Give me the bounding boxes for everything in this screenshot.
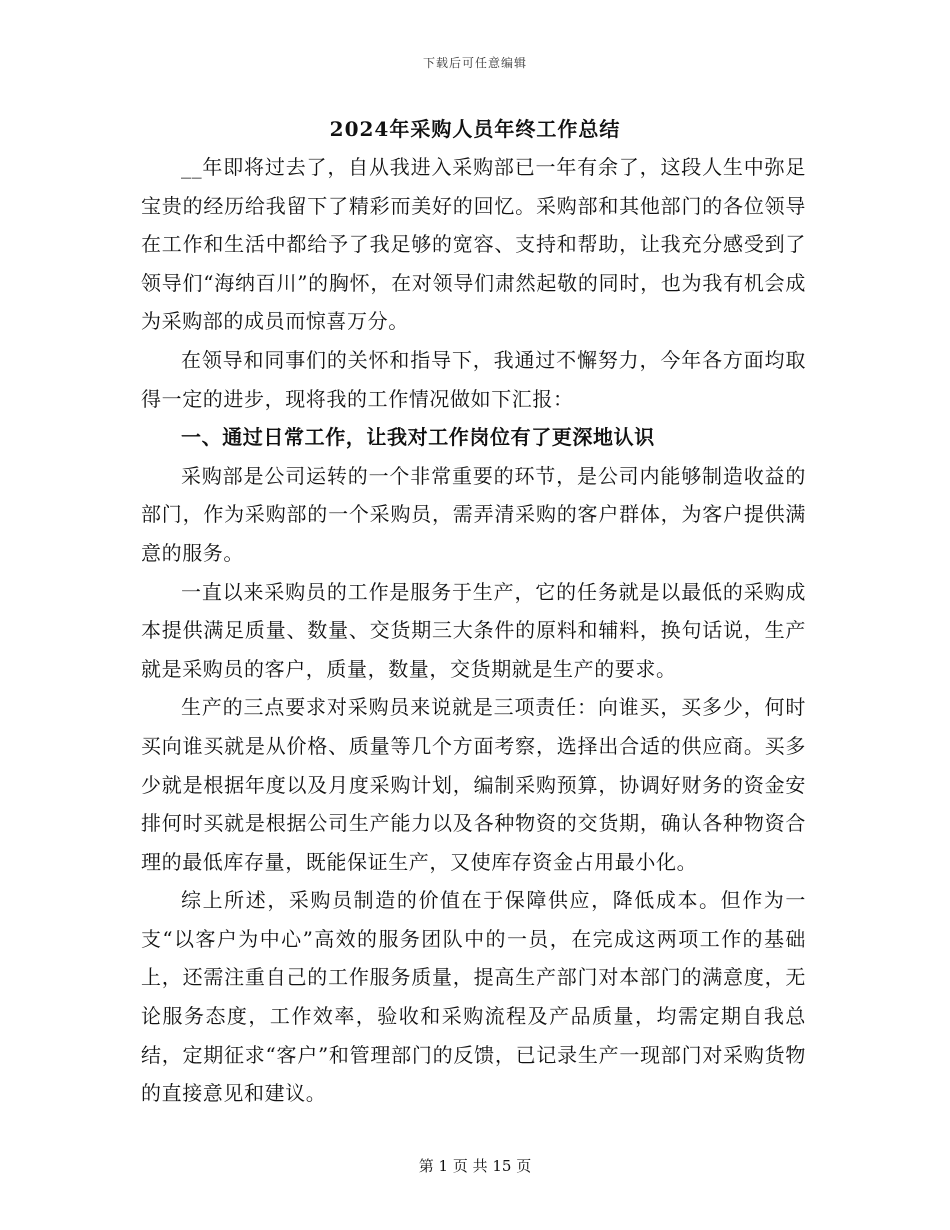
paragraph-department-role: 采购部是公司运转的一个非常重要的环节，是公司内能够制造收益的部门，作为采购部的一个采购员，需弄清采购的客户群体，为客户提供满意的服务。 bbox=[141, 463, 806, 565]
page-number: 第 1 页 共 15 页 bbox=[418, 1157, 532, 1175]
download-note: 下载后可任意编辑 bbox=[422, 56, 527, 70]
paragraph-three-duties: 生产的三点要求对采购员来说就是三项责任：向谁买，买多少，何时买向谁买就是从价格、质量等几个方面考察，选择出合适的供应商。买多少就是根据年度以及月度采购计划，编制采购预算，协调好财务的资金安排何时买就是根据公司生产能力以及各种物资的交货期，确认各种物资合理的最低库存量，既能保证生产，又使库存资金占用最小化。 bbox=[141, 695, 806, 874]
paragraph-intro: __年即将过去了，自从我进入采购部已一年有余了，这段人生中弥足宝贵的经历给我留下了精彩而美好的回忆。采购部和其他部门的各位领导在工作和生活中都给予了我足够的宽容、支持和帮助，让我充分感受到了领导们“海纳百川”的胸怀，在对领导们肃然起敬的同时，也为我有机会成为采购部的成员而惊喜万分。 bbox=[141, 155, 806, 334]
document-body bbox=[141, 148, 806, 1113]
paragraph-progress: 在领导和同事们的关怀和指导下，我通过不懈努力，今年各方面均取得一定的进步，现将我的工作情况做如下汇报： bbox=[141, 347, 806, 411]
paragraph-summary: 综上所述，采购员制造的价值在于保障供应，降低成本。但作为一支“以客户为中心”高效的服务团队中的一员，在完成这两项工作的基础上，还需注重自己的工作服务质量，提高生产部门对本部门的满意度，无论服务态度，工作效率，验收和采购流程及产品质量，均需定期自我总结，定期征求“客户”和管理部门的反馈，已记录生产一现部门对采购货物的直接意见和建议。 bbox=[141, 888, 806, 1106]
document-title: 2024年采购人员年终工作总结 bbox=[329, 117, 621, 141]
section-heading-1: 一、通过日常工作，让我对工作岗位有了更深地认识 bbox=[181, 425, 655, 450]
paragraph-service-production: 一直以来采购员的工作是服务于生产，它的任务就是以最低的采购成本提供满足质量、数量、交货期三大条件的原料和辅料，换句话说，生产就是采购员的客户，质量，数量，交货期就是生产的要求。 bbox=[141, 579, 806, 681]
